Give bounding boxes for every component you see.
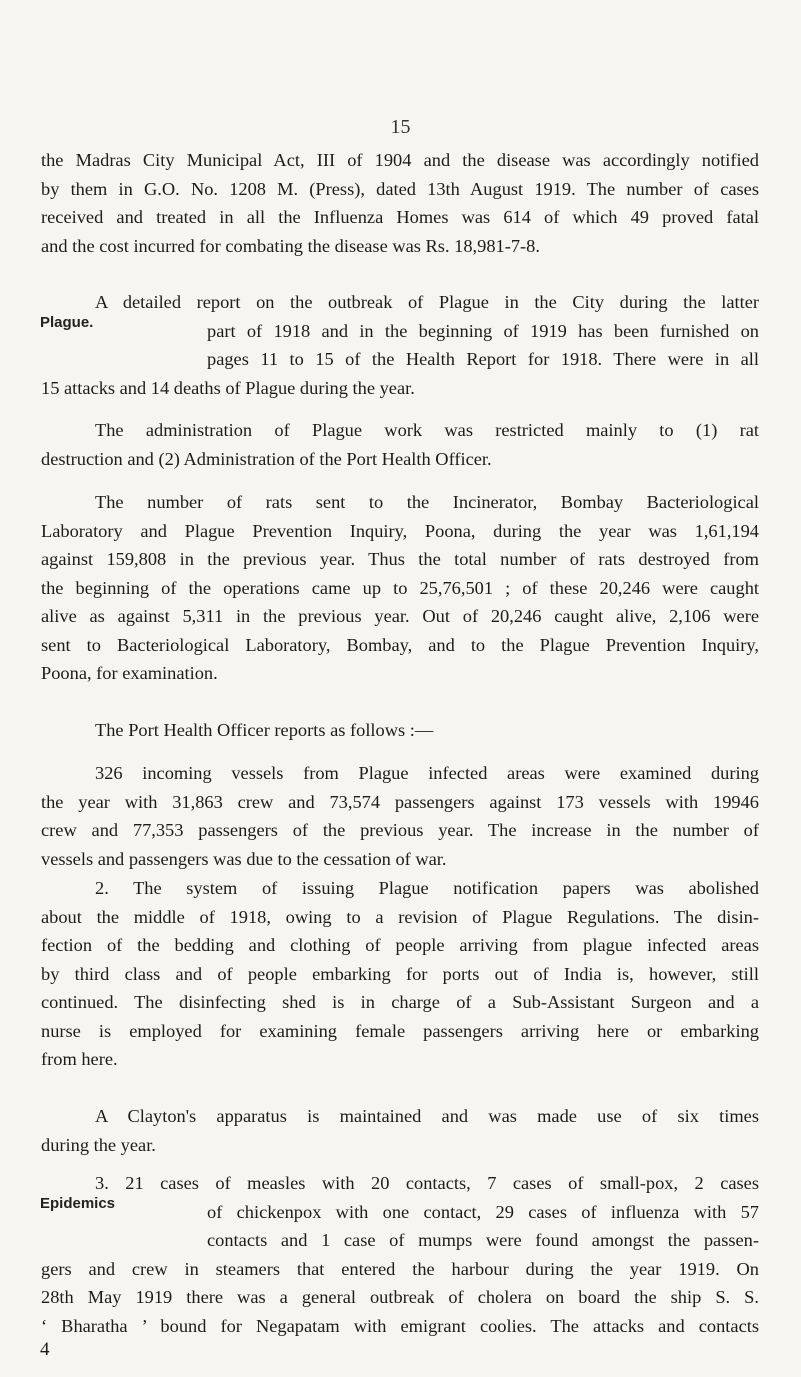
text-line: Laboratory and Plague Prevention Inquiry, Poona, during the year was 1,61,194: [41, 520, 759, 541]
text-line: Poona, for examination.: [41, 663, 218, 683]
text-line: the Madras City Municipal Act, III of 1904 and the disease was accordingly notified: [41, 150, 759, 170]
printer-signature-mark: 4: [40, 1339, 50, 1360]
margin-note-epidemics: Epidemics: [40, 1195, 116, 1212]
text-line: 15 attacks and 14 deaths of Plague during the year.: [41, 377, 415, 398]
text-line: gers and crew in steamers that entered the harbour during the year 1919. On: [41, 1258, 759, 1279]
text-line: fection of the bedding and clothing of people arriving from plague infected areas: [41, 935, 759, 955]
text-line: 2. The system of issuing Plague notification papers was abolished: [95, 878, 759, 898]
text-line: A Clayton's apparatus is maintained and was made use of six times: [95, 1106, 759, 1126]
page-number: 15: [390, 116, 411, 138]
text-line: sent to Bacteriological Laboratory, Bombay, and to the Plague Prevention Inquiry,: [41, 634, 759, 655]
text-line: ‘ Bharatha ’ bound for Negapatam with emigrant coolies. The attacks and contacts: [41, 1315, 759, 1336]
paragraph-port-health-intro: [41, 716, 759, 745]
text-line: part of 1918 and in the beginning of 1919 has been furnished on: [207, 320, 759, 341]
text-line: the beginning of the operations came up to 25,76,501 ; of these 20,246 were caught: [41, 577, 759, 598]
text-line: during the year.: [41, 1134, 156, 1155]
margin-note-plague: Plague.: [40, 314, 94, 331]
paragraph-incoming-vessels: [41, 759, 759, 873]
text-line: The Port Health Officer reports as follows :—: [95, 720, 434, 740]
text-line: of chickenpox with one contact, 29 cases of influenza with 57: [207, 1201, 759, 1222]
text-line: by them in G.O. No. 1208 M. (Press), dated 13th August 1919. The number of cases: [41, 178, 759, 199]
paragraph-epidemics: [41, 1169, 759, 1340]
text-line: alive as against 5,311 in the previous year. Out of 20,246 caught alive, 2,106 were: [41, 606, 759, 626]
text-line: destruction and (2) Administration of the Port Health Officer.: [41, 448, 492, 469]
text-line: from here.: [41, 1049, 118, 1069]
paragraph-plague-notification: [41, 874, 759, 1074]
text-line: nurse is employed for examining female passengers arriving here or embarking: [41, 1020, 759, 1041]
text-line: by third class and of people embarking for ports out of India is, however, still: [41, 963, 759, 984]
text-line: 28th May 1919 there was a general outbreak of cholera on board the ship S. S.: [41, 1287, 759, 1307]
text-line: 3. 21 cases of measles with 20 contacts, 7 cases of small-pox, 2 cases: [95, 1173, 759, 1193]
text-line: A detailed report on the outbreak of Plague in the City during the latter: [95, 292, 759, 312]
paragraph-clayton-apparatus: [41, 1102, 759, 1159]
text-line: vessels and passengers was due to the cessation of war.: [41, 848, 447, 869]
text-line: against 159,808 in the previous year. Thus the total number of rats destroyed from: [41, 549, 759, 569]
text-line: The number of rats sent to the Incinerator, Bombay Bacteriological: [95, 492, 759, 512]
text-line: 326 incoming vessels from Plague infected areas were examined during: [95, 763, 759, 783]
text-line: continued. The disinfecting shed is in charge of a Sub-Assistant Surgeon and a: [41, 992, 759, 1012]
text-line: crew and 77,353 passengers of the previous year. The increase in the number of: [41, 820, 759, 840]
text-line: the year with 31,863 crew and 73,574 passengers against 173 vessels with 19946: [41, 791, 759, 812]
text-line: and the cost incurred for combating the disease was Rs. 18,981-7-8.: [41, 235, 540, 256]
paragraph-plague-report: [41, 288, 759, 402]
text-line: contacts and 1 case of mumps were found amongst the passen-: [207, 1230, 759, 1250]
paragraph-influenza-cost: [41, 146, 759, 260]
text-line: pages 11 to 15 of the Health Report for 1918. There were in all: [207, 349, 759, 369]
paragraph-rats-destroyed: [41, 488, 759, 688]
paragraph-plague-administration: [41, 416, 759, 473]
text-line: The administration of Plague work was restricted mainly to (1) rat: [95, 420, 759, 440]
text-line: received and treated in all the Influenza Homes was 614 of which 49 proved fatal: [41, 207, 759, 227]
text-line: about the middle of 1918, owing to a revision of Plague Regulations. The disin-: [41, 906, 759, 927]
